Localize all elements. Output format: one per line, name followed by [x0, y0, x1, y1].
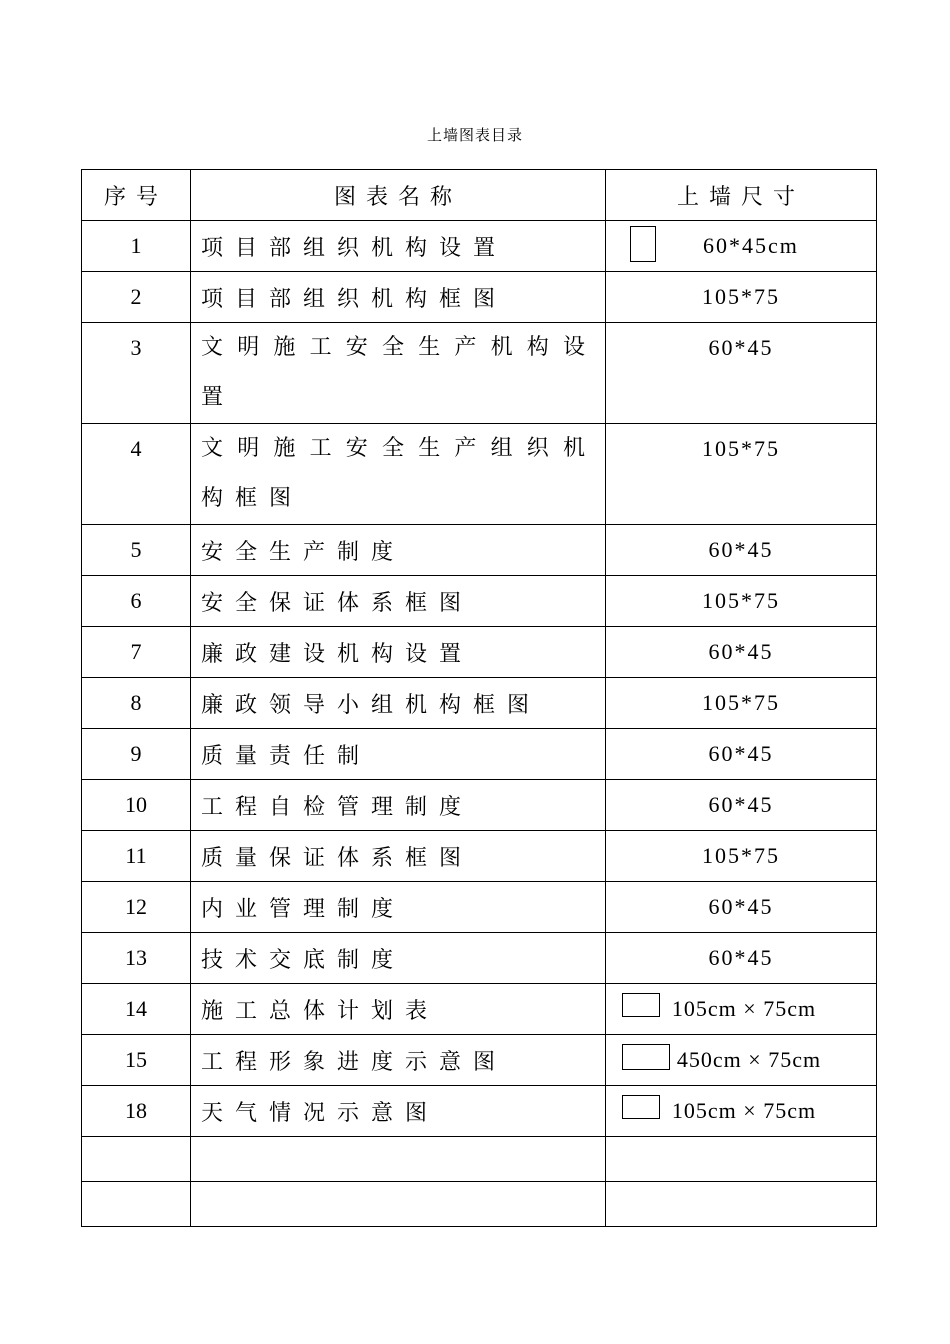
- row-name: 工程自检管理制度: [191, 780, 606, 831]
- row-index: 8: [82, 678, 191, 729]
- empty-cell: [82, 1182, 191, 1227]
- row-index: 7: [82, 627, 191, 678]
- row-name: 质量保证体系框图: [191, 831, 606, 882]
- header-size: 上墙尺寸: [606, 170, 877, 221]
- row-size: 60*45: [606, 323, 877, 424]
- row-index: 5: [82, 525, 191, 576]
- table-row: [82, 1086, 877, 1137]
- row-name: 安全生产制度: [191, 525, 606, 576]
- row-index: 9: [82, 729, 191, 780]
- empty-cell: [82, 1137, 191, 1182]
- page-title: 上墙图表目录: [426, 126, 523, 144]
- row-size: 60*45: [606, 525, 877, 576]
- row-size: 450cm × 75cm: [676, 1047, 822, 1072]
- empty-cell: [606, 1137, 877, 1182]
- table-row: [82, 729, 877, 780]
- row-name: 内业管理制度: [191, 882, 606, 933]
- table-row: [82, 627, 877, 678]
- row-size: 105cm × 75cm: [671, 996, 817, 1021]
- row-name: 廉政领导小组机构框图: [191, 678, 606, 729]
- row-name: 项目部组织机构框图: [191, 272, 606, 323]
- row-name: 质量责任制: [191, 729, 606, 780]
- row-name: 施工总体计划表: [191, 984, 606, 1035]
- row-name: [191, 424, 606, 525]
- row-size-cell: [606, 1035, 877, 1086]
- chart-catalog-table: [81, 169, 877, 1227]
- row-size: 60*45: [606, 780, 877, 831]
- header-index: 序号: [82, 170, 191, 221]
- row-name: 廉政建设机构设置: [191, 627, 606, 678]
- row-name: 安全保证体系框图: [191, 576, 606, 627]
- row-index: 6: [82, 576, 191, 627]
- table-row: [82, 933, 877, 984]
- empty-cell: [606, 1182, 877, 1227]
- row-size: 60*45: [606, 729, 877, 780]
- row-index: 14: [82, 984, 191, 1035]
- table-row: [82, 323, 877, 424]
- table-row: [82, 882, 877, 933]
- row-size-cell: [606, 1086, 877, 1137]
- header-name: 图表名称: [191, 170, 606, 221]
- row-size: 105*75: [606, 424, 877, 525]
- row-name: 天气情况示意图: [191, 1086, 606, 1137]
- placeholder-box-icon: [622, 993, 660, 1017]
- empty-cell: [191, 1137, 606, 1182]
- placeholder-box-icon: [622, 1095, 660, 1119]
- table-row: [82, 272, 877, 323]
- row-size: 105cm × 75cm: [671, 1098, 817, 1123]
- placeholder-box-icon: [622, 1044, 670, 1070]
- table-row: [82, 576, 877, 627]
- row-size: 105*75: [606, 831, 877, 882]
- row-name: 技术交底制度: [191, 933, 606, 984]
- row-size: 105*75: [606, 576, 877, 627]
- row-size: 60*45: [606, 933, 877, 984]
- row-index: 11: [82, 831, 191, 882]
- table-row: [82, 984, 877, 1035]
- row-size: 105*75: [606, 678, 877, 729]
- row-index: 13: [82, 933, 191, 984]
- row-size: 60*45cm: [703, 233, 799, 258]
- table-header-row: [82, 170, 877, 221]
- row-index: 2: [82, 272, 191, 323]
- row-index: 3: [82, 323, 191, 424]
- row-index: 18: [82, 1086, 191, 1137]
- table-row-empty: [82, 1137, 877, 1182]
- row-index: 12: [82, 882, 191, 933]
- row-name: 项目部组织机构设置: [191, 221, 606, 272]
- row-name-text: 文明施工安全生产组织机构框图: [201, 436, 597, 511]
- table-row: [82, 1035, 877, 1086]
- row-size: 60*45: [606, 882, 877, 933]
- row-index: 10: [82, 780, 191, 831]
- row-name-text: 文明施工安全生产机构设置: [201, 335, 597, 410]
- table-row: [82, 831, 877, 882]
- row-name: [191, 323, 606, 424]
- table-row-empty: [82, 1182, 877, 1227]
- row-size-cell: [606, 221, 877, 272]
- table-row: [82, 424, 877, 525]
- row-size: 60*45: [606, 627, 877, 678]
- row-index: 4: [82, 424, 191, 525]
- row-index: 15: [82, 1035, 191, 1086]
- table-row: [82, 221, 877, 272]
- table-row: [82, 780, 877, 831]
- placeholder-box-icon: [630, 226, 656, 262]
- row-size: 105*75: [606, 272, 877, 323]
- row-index: 1: [82, 221, 191, 272]
- table-row: [82, 525, 877, 576]
- row-size-cell: [606, 984, 877, 1035]
- empty-cell: [191, 1182, 606, 1227]
- table-row: [82, 678, 877, 729]
- row-name: 工程形象进度示意图: [191, 1035, 606, 1086]
